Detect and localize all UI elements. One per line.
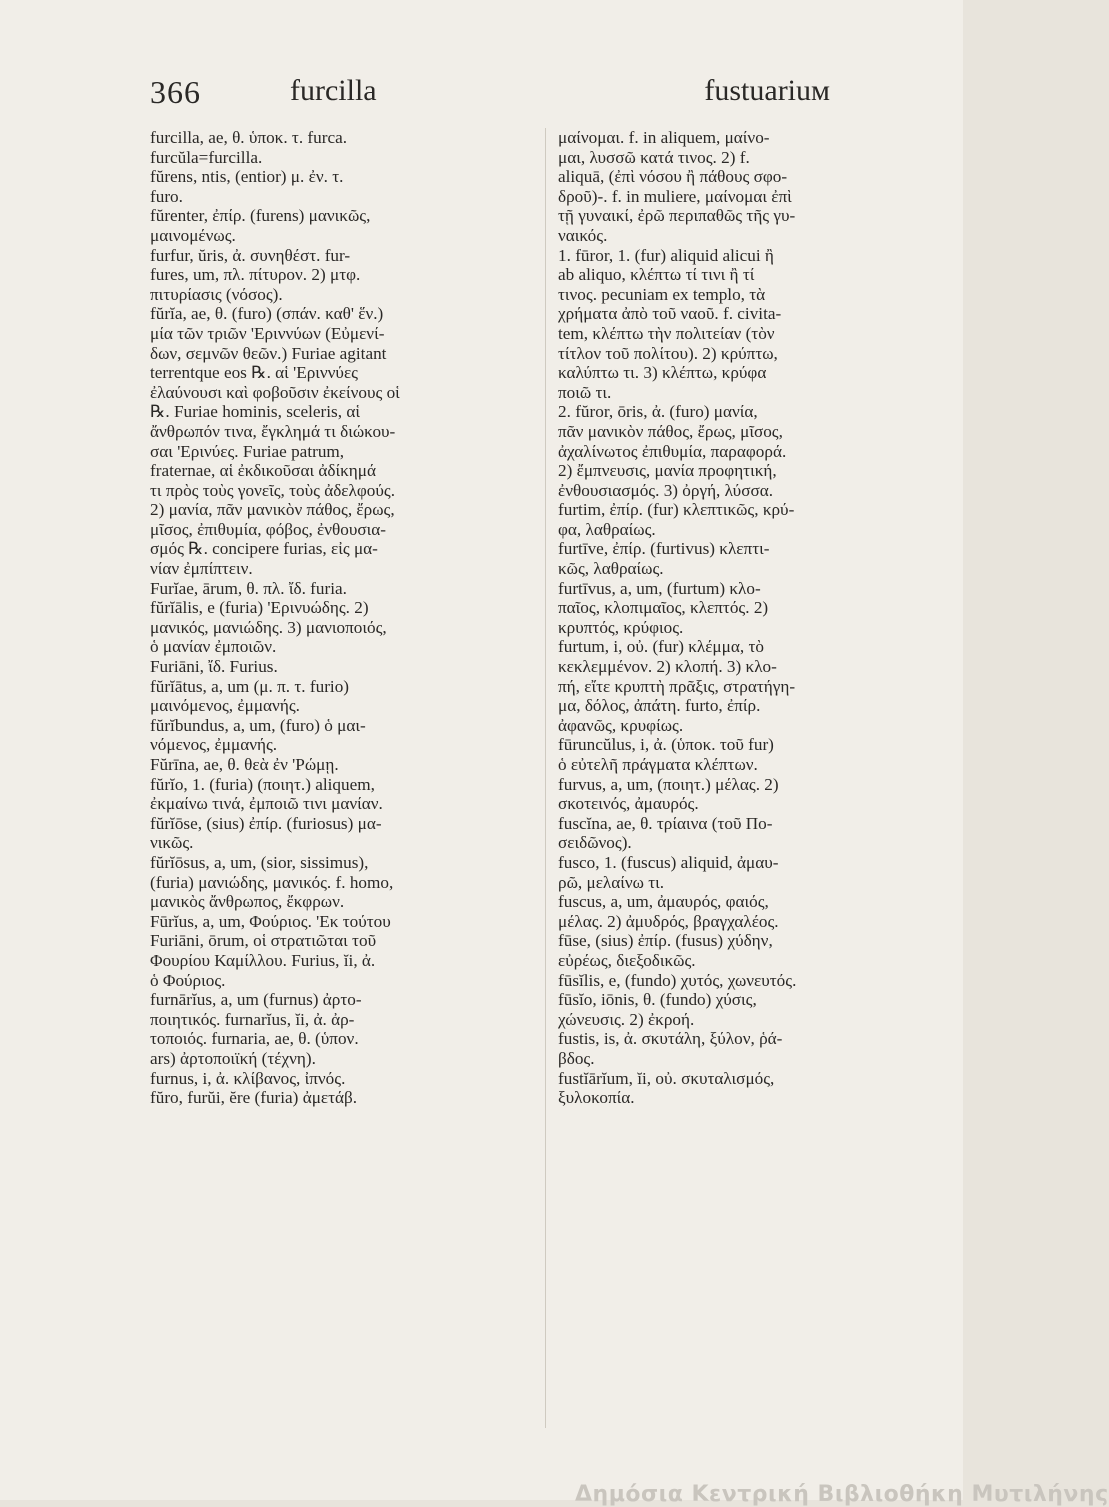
entry-line: (furia) μανιώδης, μανικός. f. homo, [150,872,394,892]
entry-line: τῇ γυναικί, ἐρῶ περιπαθῶς τῆς γυ- [558,206,796,226]
entry-line: furtīvus, a, um, (furtum) κλο- [558,578,761,598]
entry-line: Furiāni, ōrum, οἱ στρατιῶται τοῦ [150,931,377,951]
entry-line: πή, εἴτε κρυπτὴ πρᾶξις, στρατήγη- [558,676,796,696]
entry-line: tem, κλέπτω τὴν πολιτείαν (τὸν [558,323,775,343]
entry-line: ἐκμαίνω τινά, ἐμποιῶ τινι μανίαν. [150,794,383,814]
library-watermark: Δημόσια Κεντρική Βιβλιοθήκη Μυτιλήνης [575,1482,1109,1507]
entry-line: furvus, a, um, (ποιητ.) μέλας. 2) [558,774,779,794]
entry-line: Furiāni, ἴδ. Furius. [150,657,278,677]
entry-line: πιτυρίασις (νόσος). [150,284,283,304]
entry-line: ποιητικός. furnarĭus, ĭi, ἀ. ἀρ- [150,1009,355,1029]
entry-line: χώνευσις. 2) ἐκροή. [558,1009,695,1029]
entry-line: furo. [150,186,183,206]
entry-line: μία τῶν τριῶν 'Εριννύων (Εὐμενί- [150,323,385,343]
entry-line: furtim, ἐπίρ. (fur) κλεπτικῶς, κρύ- [558,500,795,520]
entry-line: μα, δόλος, ἀπάτη. furto, ἐπίρ. [558,696,761,716]
entry-line: μέλας. 2) ἀμυδρός, βραγχαλέος. [558,911,779,931]
entry-line: τι πρὸς τοὺς γονεῖς, τοὺς ἀδελφούς. [150,480,395,500]
entry-line: κῶς, λαθραίως. [558,559,664,579]
entry-line: fraternae, αἱ ἐκδικοῦσαι ἀδίκημά [150,461,376,481]
entry-line: aliquā, (ἐπὶ νόσου ἢ πάθους σφο- [558,167,788,187]
page-header [150,70,830,120]
entry-line: τινος. pecuniam ex templo, τὰ [558,284,766,304]
entry-line: 2. fŭror, ōris, ἀ. (furo) μανία, [558,402,758,422]
entry-line: fuscĭna, ae, θ. τρίαινα (τοῦ Πο- [558,813,773,833]
entry-line: ναικός. [558,225,608,245]
entry-line: fŭrĭa, ae, θ. (furo) (σπάν. καθ' ἕν.) [150,304,384,324]
entry-line: κρυπτός, κρύφιος. [558,617,684,637]
entry-line: 2) ἔμπνευσις, μανία προφητική, [558,461,777,481]
entry-line: μῖσος, ἐπιθυμία, φόβος, ἐνθουσια- [150,519,386,539]
page-number: 366 [150,74,201,110]
entry-line: fustis, is, ἀ. σκυτάλη, ξύλον, ῥά- [558,1029,783,1049]
entry-line: fusco, 1. (fuscus) aliquid, ἀμαυ- [558,852,779,872]
entry-line: furnārĭus, a, um (furnus) ἀρτο- [150,990,362,1010]
entry-line: fuscus, a, um, ἀμαυρός, φαιός, [558,892,769,912]
entry-line: furcilla, ae, θ. ὑποκ. τ. furca. [150,128,348,147]
entry-line: ρῶ, μελαίνω τι. [558,872,665,892]
entry-line: fŭrĭbundus, a, um, (furo) ὁ μαι- [150,715,366,735]
entry-line: εὐρέως, διεξοδικῶς. [558,950,696,970]
entry-line: fūse, (sius) ἐπίρ. (fusus) χύδην, [558,931,773,951]
entry-line: ὁ εὐτελῆ πράγματα κλέπτων. [558,755,758,774]
entry-line: fūsĭo, iōnis, θ. (fundo) χύσις, [558,990,757,1010]
entry-line: σκοτεινός, ἀμαυρός. [558,794,699,814]
entry-line: ἐλαύνουσι καὶ φοβοῦσιν ἐκείνους οἱ [150,382,400,402]
entry-line: ἀφανῶς, κρυφίως. [558,715,684,735]
entry-line: παῖος, κλοπιμαῖος, κλεπτός. 2) [558,598,769,618]
entry-line: Fūrĭus, a, um, Φούριος. 'Εκ τούτου [150,911,391,931]
entry-line: 2) μανία, πᾶν μανικὸν πάθος, ἔρως, [150,500,395,520]
entry-line: fŭrenter, ἐπίρ. (furens) μανικῶς, [150,206,371,226]
entry-line: δων, σεμνῶν θεῶν.) Furiae agitant [150,343,387,363]
entry-line: furtīve, ἐπίρ. (furtivus) κλεπτι- [558,539,770,559]
entry-line: ἀχαλίνωτος ἐπιθυμία, παραφορά. [558,441,787,461]
entry-line: σμός ℞. concipere furias, εἰς μα- [150,539,378,559]
entry-line: Furĭae, ārum, θ. πλ. ἴδ. furia. [150,578,347,598]
entry-line: furtum, i, οὐ. (fur) κλέμμα, τὸ [558,637,764,657]
entry-line: νίαν ἐμπίπτειν. [150,559,253,579]
entry-line: ὁ Φούριος. [150,970,226,990]
entry-line: ὁ μανίαν ἐμποιῶν. [150,637,277,657]
entry-line: χρήματα ἀπὸ τοῦ ναοῦ. f. civita- [558,304,782,324]
entry-line: νικῶς. [150,833,194,853]
entry-line: ℞. Furiae hominis, sceleris, αἱ [150,402,360,422]
right-column [558,128,953,1108]
entry-line: βδος. [558,1048,595,1068]
entry-line: μανικὸς ἄνθρωπος, ἔκφρων. [150,892,345,912]
entry-line: μανικός, μανιώδης. 3) μανιοποιός, [150,617,387,637]
entry-line: ξυλοκοπία. [558,1088,635,1108]
entry-line: fŭrĭōse, (sius) ἐπίρ. (furiosus) μα- [150,813,382,833]
entry-line: furnus, i, ἀ. κλίβανος, ἰπνός. [150,1068,346,1088]
header-right-guide-word: fustuariuм [704,74,830,107]
column-divider [545,128,546,1428]
entry-line: μαι, λυσσῶ κατά τινος. 2) f. [558,147,750,167]
entry-line: νόμενος, ἐμμανής. [150,735,278,755]
left-column [150,128,535,1108]
entry-line: κεκλεμμένον. 2) κλοπή. 3) κλο- [558,657,777,677]
entry-line: fūsĭlis, e, (fundo) χυτός, χωνευτός. [558,970,797,990]
entry-line: fŭro, furŭi, ĕre (furia) ἀμετάβ. [150,1088,358,1108]
entry-line: ab aliquo, κλέπτω τί τινι ἢ τί [558,265,755,285]
header-left-guide-word: furcilla [290,74,377,107]
entry-line: σαι 'Ερινύες. Furiae patrum, [150,441,345,461]
entry-line: fures, um, πλ. πίτυρον. 2) μτφ. [150,265,361,285]
entry-line: Fŭrīna, ae, θ. θεὰ ἐν 'Ρώμῃ. [150,755,339,774]
entry-line: μαινομένως. [150,225,236,245]
entry-line: καλύπτω τι. 3) κλέπτω, κρύφα [558,363,767,383]
entry-line: πᾶν μανικὸν πάθος, ἔρως, μῖσος, [558,421,783,441]
entry-line: terrentque eos ℞. αἱ 'Εριννύες [150,363,358,383]
entry-line: ἐνθουσιασμός. 3) ὀργή, λύσσα. [558,480,774,500]
entry-line: ars) ἀρτοποιϊκή (τέχνη). [150,1048,316,1068]
entry-line: ἄνθρωπόν τινα, ἔγκλημά τι διώκου- [150,421,396,441]
entry-line: Φουρίου Καμίλλου. Furius, ĭi, ἀ. [150,950,376,970]
entry-line: fŭrens, ntis, (entior) μ. ἐν. τ. [150,167,344,187]
entry-line: fŭrĭālis, e (furia) 'Ερινυώδης. 2) [150,598,369,618]
entry-line: furcŭla=furcilla. [150,147,263,167]
entry-line: furfur, ŭris, ἀ. συνηθέστ. fur- [150,245,351,265]
entry-line: fūruncŭlus, i, ἀ. (ὑποκ. τοῦ fur) [558,735,774,755]
entry-line: fŭrĭōsus, a, um, (sior, sissimus), [150,852,369,872]
entry-line: δροῦ)-. f. in muliere, μαίνομαι ἐπὶ [558,186,792,206]
entry-line: τίτλον τοῦ πολίτου). 2) κρύπτω, [558,343,778,363]
entry-line: τοποιός. furnaria, ae, θ. (ὑπον. [150,1029,359,1049]
entry-line: φα, λαθραίως. [558,519,656,539]
entry-line: μαινόμενος, ἐμμανής. [150,696,300,716]
entry-line: 1. fūror, 1. (fur) aliquid alicui ἢ [558,245,774,265]
entry-line: μαίνομαι. f. in aliquem, μαίνο- [558,128,770,147]
entry-line: σειδῶνος). [558,833,632,853]
entry-line: fŭrĭo, 1. (furia) (ποιητ.) aliquem, [150,774,375,794]
entry-line: fŭrĭātus, a, um (μ. π. τ. furio) [150,676,350,696]
entry-line: fustĭārĭum, ĭi, οὐ. σκυταλισμός, [558,1068,775,1088]
entry-line: ποιῶ τι. [558,382,612,402]
